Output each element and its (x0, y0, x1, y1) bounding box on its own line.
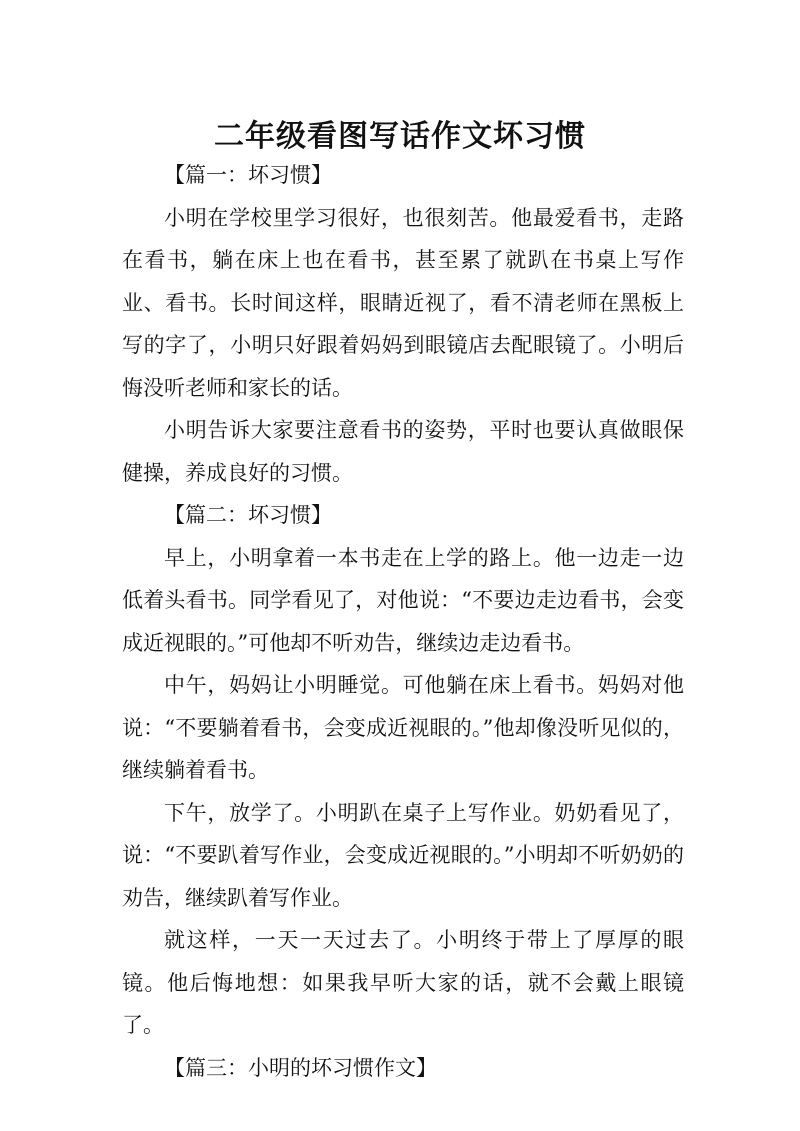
section-heading-1: 【篇一：坏习惯】 (164, 163, 332, 187)
document-title: 二年级看图写话作文坏习惯 (214, 119, 586, 155)
paragraph: 就这样，一天一天过去了。小明终于带上了厚厚的眼镜。他后悔地想：如果我早听大家的话，就不会戴上眼镜了。 (122, 928, 684, 1037)
section-heading-3: 【篇三：小明的坏习惯作文】 (164, 1055, 437, 1080)
paragraph: 中午，妈妈让小明睡觉。可他躺在床上看书。妈妈对他说：“不要躺着看书，会变成近视眼的。”他却像没听见似的，继续躺着看书。 (122, 673, 684, 782)
paragraph: 早上，小明拿着一本书走在上学的路上。他一边走一边低着头看书。同学看见了，对他说：“不要边走边看书，会变成近视眼的。”可他却不听劝告，继续边走边看书。 (122, 545, 684, 655)
paragraph: 小明告诉大家要注意看书的姿势，平时也要认真做眼保健操，养成良好的习惯。 (122, 418, 684, 485)
section-heading-2: 【篇二：坏习惯】 (164, 503, 332, 527)
document-body (122, 154, 684, 1089)
paragraph: 小明在学校里学习很好，也很刻苦。他最爱看书，走路在看书，躺在床上也在看书，甚至累了就趴在书桌上写作业、看书。长时间这样，眼睛近视了，看不清老师在黑板上写的字了，小明只好跟着妈妈到眼镜店去配眼镜了。小明后悔没听老师和家长的话。 (122, 205, 684, 400)
paragraph: 下午，放学了。小明趴在桌子上写作业。奶奶看见了，说：“不要趴着写作业，会变成近视眼的。”小明却不听奶奶的劝告，继续趴着写作业。 (122, 800, 684, 910)
